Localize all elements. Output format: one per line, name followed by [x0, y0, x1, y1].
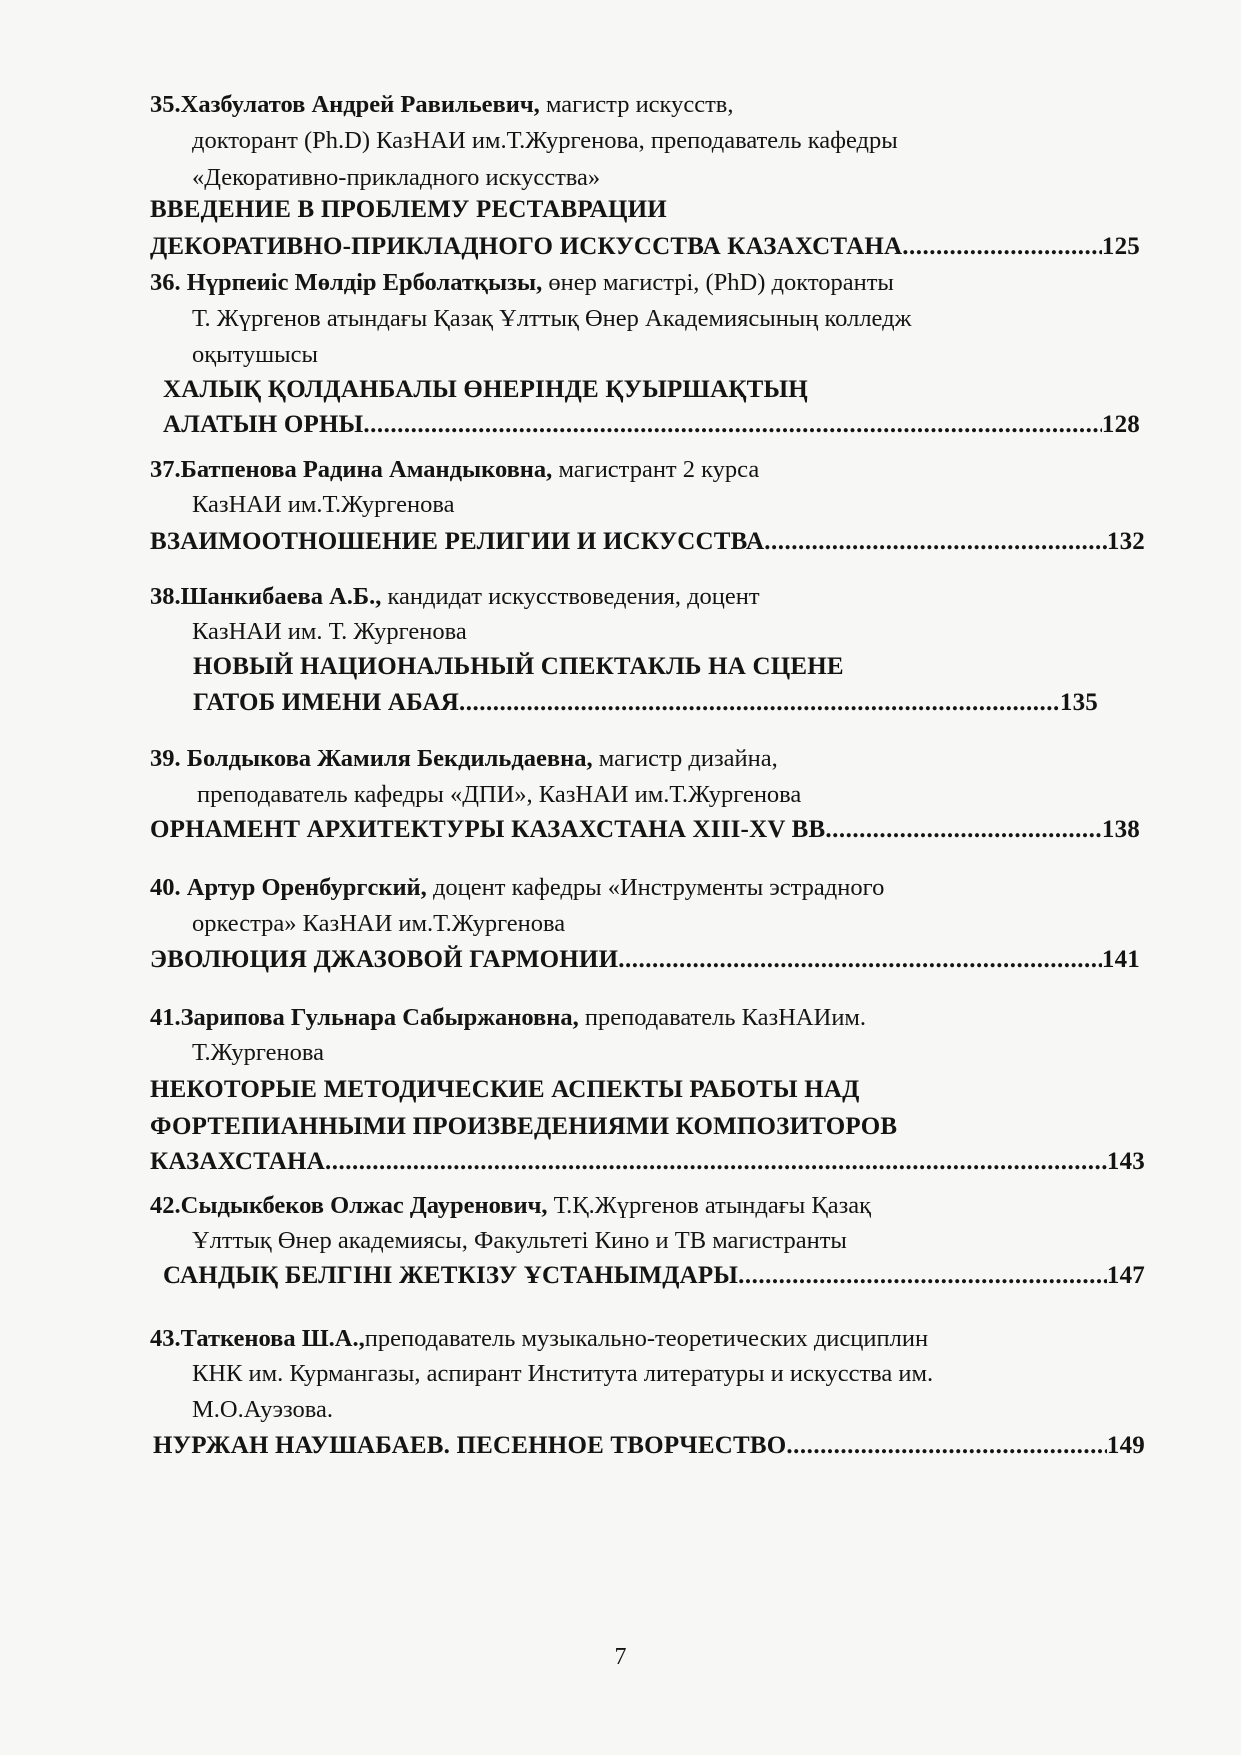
author-description-line: «Декоративно-прикладного искусства»: [192, 164, 601, 191]
article-title: ЭВОЛЮЦИЯ ДЖАЗОВОЙ ГАРМОНИИ: [150, 946, 619, 973]
author-description-line: Т. Жүргенов атындағы Қазақ Ұлттық Өнер Академиясының колледж: [192, 305, 912, 332]
author-description: доцент кафедры «Инструменты эстрадного: [426, 874, 885, 901]
article-title-line: НЕКОТОРЫЕ МЕТОДИЧЕСКИЕ АСПЕКТЫ РАБОТЫ НАД: [150, 1076, 860, 1103]
author-line: [150, 1003, 866, 1033]
author-description-line: докторант (Ph.D) КазНАИ им.Т.Жургенова, преподаватель кафедры: [192, 127, 898, 154]
article-title: ОРНАМЕНТ АРХИТЕКТУРЫ КАЗАХСТАНА XIII-XV ВВ: [150, 816, 826, 843]
author-description-line: оркестра» КазНАИ им.Т.Жургенова: [192, 910, 566, 937]
author-description-line: оқытушысы: [192, 341, 318, 368]
dot-leader: [363, 410, 1102, 440]
article-title: ВЗАИМООТНОШЕНИЕ РЕЛИГИИ И ИСКУССТВА: [150, 528, 765, 555]
dot-leader: [738, 1261, 1107, 1291]
page-number: 7: [614, 1644, 627, 1670]
article-title-line: ФОРТЕПИАННЫМИ ПРОИЗВЕДЕНИЯМИ КОМПОЗИТОРОВ: [150, 1113, 898, 1140]
entry-number: 38.: [150, 583, 181, 610]
author-line: [150, 873, 884, 903]
author-description: магистр искусств,: [539, 91, 734, 118]
author-description: өнер магистрі, (PhD) докторанты: [542, 269, 894, 296]
author-name: Шанкибаева А.Б.,: [180, 583, 382, 610]
author-description-line: Т.Жургенова: [192, 1039, 324, 1066]
page-reference: 128: [1101, 411, 1140, 438]
author-name: Таткенова Ш.А.,: [180, 1325, 365, 1352]
article-title-line: НОВЫЙ НАЦИОНАЛЬНЫЙ СПЕКТАКЛЬ НА СЦЕНЕ: [193, 653, 844, 680]
page-reference: 135: [1059, 689, 1098, 716]
page-reference: 147: [1106, 1262, 1145, 1289]
article-title: ДЕКОРАТИВНО-ПРИКЛАДНОГО ИСКУССТВА КАЗАХСТАНА: [150, 233, 903, 260]
author-description-line: КазНАИ им.Т.Жургенова: [192, 491, 455, 518]
entry-number: 36.: [150, 269, 187, 296]
article-title-row[interactable]: [153, 1431, 1145, 1461]
article-title: САНДЫҚ БЕЛГІНІ ЖЕТКІЗУ ҰСТАНЫМДАРЫ: [163, 1262, 739, 1289]
entry-number: 35.: [150, 91, 181, 118]
article-title-row[interactable]: [163, 410, 1140, 440]
entry-number: 41.: [150, 1004, 181, 1031]
author-description-line: М.О.Ауэзова.: [192, 1396, 333, 1423]
article-title: ГАТОБ ИМЕНИ АБАЯ: [193, 689, 460, 716]
author-line: [150, 455, 759, 485]
entry-number: 39.: [150, 745, 187, 772]
author-description: преподаватель КазНАИим.: [578, 1004, 867, 1031]
article-title: КАЗАХСТАНА: [150, 1148, 325, 1175]
author-line: [150, 744, 778, 774]
entry-number: 40.: [150, 874, 187, 901]
article-title-row[interactable]: [150, 527, 1145, 557]
dot-leader: [764, 527, 1107, 557]
article-title-row[interactable]: [150, 815, 1140, 845]
page-reference: 143: [1106, 1148, 1145, 1175]
article-title-row[interactable]: [150, 1147, 1145, 1177]
author-description-line: КНК им. Курмангазы, аспирант Института литературы и искусства им.: [192, 1360, 934, 1387]
dot-leader: [902, 232, 1102, 262]
page-reference: 141: [1101, 946, 1140, 973]
article-title-line: ВВЕДЕНИЕ В ПРОБЛЕМУ РЕСТАВРАЦИИ: [150, 196, 667, 223]
entry-number: 43.: [150, 1325, 181, 1352]
page-reference: 132: [1106, 528, 1145, 555]
author-line: [150, 1324, 928, 1354]
author-line: [150, 90, 734, 120]
author-description: кандидат искусствоведения, доцент: [381, 583, 760, 610]
entry-number: 37.: [150, 456, 181, 483]
author-description-line: Ұлттық Өнер академиясы, Факультеті Кино и ТВ магистранты: [192, 1227, 847, 1254]
author-name: Батпенова Радина Амандыковна,: [180, 456, 553, 483]
entry-number: 42.: [150, 1192, 181, 1219]
author-description: магистрант 2 курса: [552, 456, 760, 483]
author-description: Т.Қ.Жүргенов атындағы Қазақ: [547, 1192, 872, 1219]
author-description: магистр дизайна,: [592, 745, 778, 772]
dot-leader: [325, 1147, 1107, 1177]
author-name: Хазбулатов Андрей Равильевич,: [180, 91, 540, 118]
dot-leader: [825, 815, 1102, 845]
page-reference: 149: [1106, 1432, 1145, 1459]
author-name: Болдыкова Жамиля Бекдильдаевна,: [186, 745, 593, 772]
dot-leader: [786, 1431, 1107, 1461]
author-line: [150, 268, 894, 298]
dot-leader: [459, 688, 1060, 718]
article-title-line: ХАЛЫҚ ҚОЛДАНБАЛЫ ӨНЕРІНДЕ ҚУЫРШАҚТЫҢ: [163, 376, 808, 403]
article-title-row[interactable]: [163, 1261, 1145, 1291]
page-reference: 138: [1101, 816, 1140, 843]
article-title: АЛАТЫН ОРНЫ: [163, 411, 364, 438]
author-line: [150, 582, 760, 612]
author-name: Зарипова Гульнара Сабыржановна,: [180, 1004, 579, 1031]
author-line: [150, 1191, 871, 1221]
author-description-line: КазНАИ им. Т. Жургенова: [192, 618, 467, 645]
author-name: Сыдыкбеков Олжас Дауренович,: [180, 1192, 548, 1219]
article-title-row[interactable]: [150, 945, 1140, 975]
author-description: преподаватель музыкально-теоретических дисциплин: [364, 1325, 929, 1352]
dot-leader: [618, 945, 1102, 975]
article-title-row[interactable]: [193, 688, 1098, 718]
page-reference: 125: [1101, 233, 1140, 260]
article-title: НУРЖАН НАУШАБАЕВ. ПЕСЕННОЕ ТВОРЧЕСТВО: [153, 1432, 787, 1459]
author-name: Нүрпеиіс Мөлдір Ерболатқызы,: [186, 269, 543, 296]
article-title-row[interactable]: [150, 232, 1140, 262]
author-description-line: преподаватель кафедры «ДПИ», КазНАИ им.Т.Жургенова: [197, 781, 802, 808]
author-name: Артур Оренбургский,: [186, 874, 427, 901]
